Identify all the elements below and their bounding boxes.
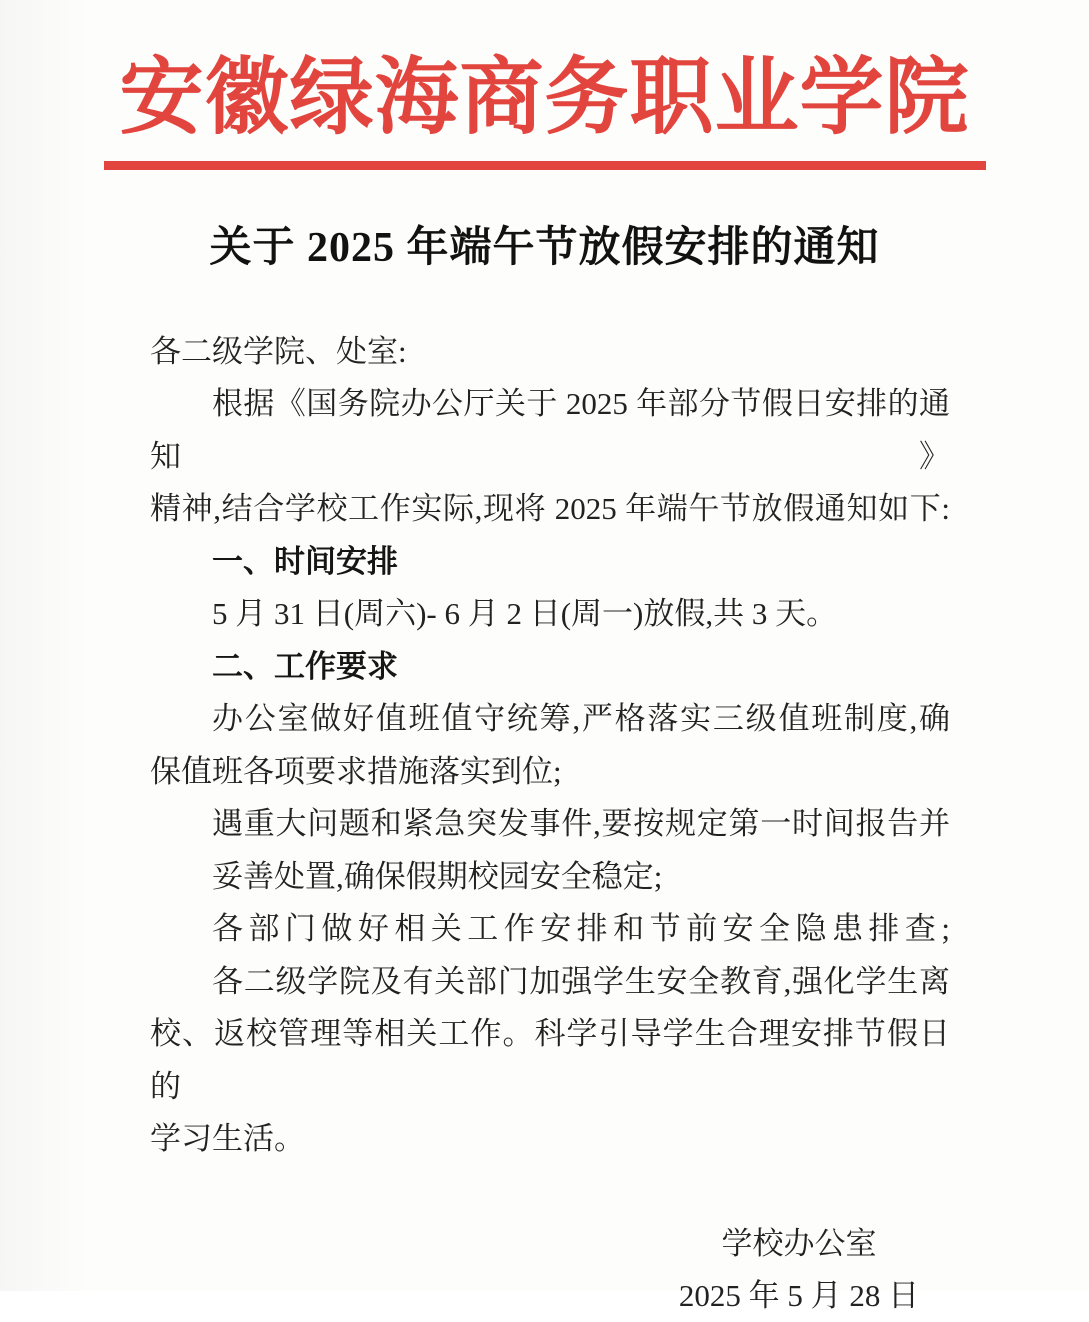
intro-line-1: 根据《国务院办公厅关于 2025 年部分节假日安排的通知》 [150, 386, 950, 474]
requirement-4-line-3: 学习生活。 [150, 1121, 305, 1157]
signature-department: 学校办公室 [721, 1225, 877, 1261]
requirement-1-line-1: 办公室做好值班值守统筹,严格落实三级值班制度,确 [212, 701, 950, 737]
college-name: 安徽绿海商务职业学院 [119, 52, 970, 145]
section-2-heading: 二、工作要求 [212, 648, 398, 684]
requirement-4-line-1: 各二级学院及有关部门加强学生安全教育,强化学生离 [212, 963, 950, 999]
intro-line-2: 精神,结合学校工作实际,现将 2025 年端午节放假通知如下: [150, 491, 950, 527]
notice-body [150, 326, 950, 1166]
requirement-3-line: 各部门做好相关工作安排和节前安全隐患排查; [212, 911, 950, 947]
signature-block [629, 1218, 969, 1322]
letterhead-divider [104, 161, 986, 170]
salutation-line: 各二级学院、处室: [150, 333, 407, 369]
requirement-2-line-1: 遇重大问题和紧急突发事件,要按规定第一时间报告并 [212, 806, 950, 842]
section-1-body-line: 5 月 31 日(周六)- 6 月 2 日(周一)放假,共 3 天。 [212, 596, 838, 632]
requirement-4-line-2: 校、返校管理等相关工作。科学引导学生合理安排节假日的 [150, 1016, 950, 1104]
signature-date: 2025 年 5 月 28 日 [678, 1277, 920, 1313]
letterhead [0, 0, 1089, 170]
requirement-2-line-2: 妥善处置,确保假期校园安全稳定; [212, 858, 663, 894]
notice-title: 关于 2025 年端午节放假安排的通知 [209, 224, 880, 271]
section-1-heading: 一、时间安排 [212, 543, 398, 579]
requirement-1-line-2: 保值班各项要求措施落实到位; [150, 753, 562, 789]
